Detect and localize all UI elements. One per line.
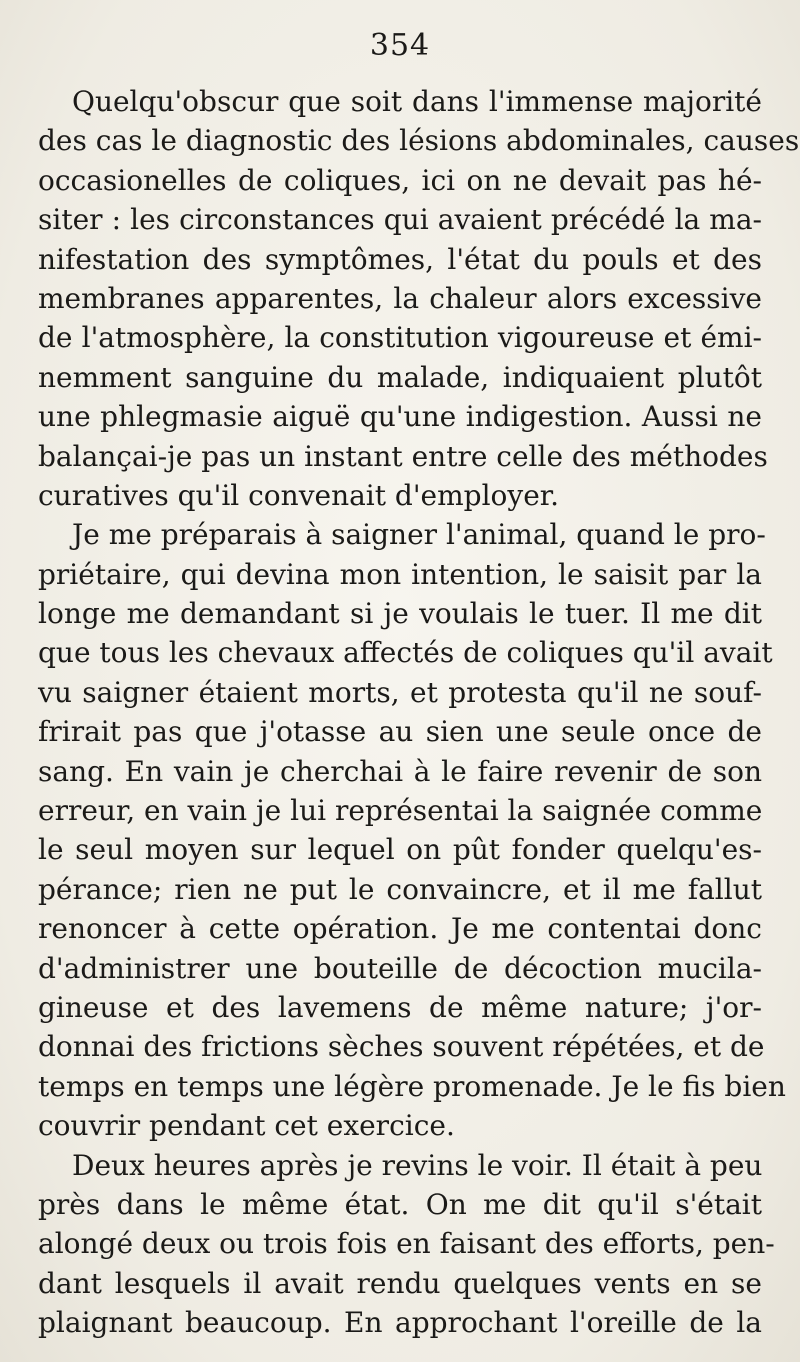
text-line: pérance; rien ne put le convaincre, et il me fallut bbox=[38, 872, 762, 906]
text-line: Quelqu'obscur que soit dans l'immense majorité bbox=[72, 85, 762, 118]
text-line: couvrir pendant cet exercice. bbox=[38, 1109, 455, 1143]
text-line: près dans le même état. On me dit qu'il s'était bbox=[38, 1187, 762, 1221]
text-line: occasionelles de coliques, ici on ne devait pas hé- bbox=[38, 163, 762, 197]
text-line: Deux heures après je revins le voir. Il était à peu bbox=[72, 1148, 763, 1182]
text-line: d'administrer une bouteille de décoction mucila- bbox=[38, 951, 762, 985]
text-line: de l'atmosphère, la constitution vigoureuse et émi- bbox=[38, 321, 762, 355]
text-line: temps en temps une légère promenade. Je le fis bien bbox=[38, 1069, 786, 1103]
text-line: erreur, en vain je lui représentai la saignée comme bbox=[38, 794, 763, 828]
text-line: dant lesquels il avait rendu quelques vents en se bbox=[38, 1266, 762, 1300]
text-line: curatives qu'il convenait d'employer. bbox=[38, 478, 559, 512]
text-line: que tous les chevaux affectés de coliques qu'il avait bbox=[38, 636, 773, 670]
text-line: vu saigner étaient morts, et protesta qu'il ne souf- bbox=[38, 675, 762, 709]
text-line: une phlegmasie aiguë qu'une indigestion. Aussi ne bbox=[38, 400, 762, 434]
text-line: donnai des frictions sèches souvent répétées, et de bbox=[38, 1030, 765, 1064]
text-line: des cas le diagnostic des lésions abdominales, causes bbox=[38, 124, 800, 158]
text-line: Je me préparais à saigner l'animal, quand le pro- bbox=[72, 518, 766, 552]
text-line: nemment sanguine du malade, indiquaient plutôt bbox=[38, 360, 762, 394]
text-line: nifestation des symptômes, l'état du pouls et des bbox=[38, 242, 762, 276]
text-line: frirait pas que j'otasse au sien une seule once de bbox=[38, 715, 762, 749]
text-line: siter : les circonstances qui avaient précédé la ma- bbox=[38, 203, 762, 237]
body-text bbox=[38, 82, 800, 1343]
text-line: priétaire, qui devina mon intention, le saisit par la bbox=[38, 557, 762, 591]
page-number: 354 bbox=[369, 28, 431, 63]
text-line: sang. En vain je cherchai à le faire revenir de son bbox=[38, 754, 762, 788]
text-line: gineuse et des lavemens de même nature; j'or- bbox=[38, 990, 762, 1024]
text-line: longe me demandant si je voulais le tuer. Il me dit bbox=[38, 597, 762, 631]
text-line: le seul moyen sur lequel on pût fonder quelqu'es- bbox=[38, 833, 762, 867]
text-line: plaignant beaucoup. En approchant l'oreille de la bbox=[38, 1306, 762, 1340]
text-line: membranes apparentes, la chaleur alors excessive bbox=[38, 281, 762, 315]
text-line: alongé deux ou trois fois en faisant des efforts, pen- bbox=[38, 1227, 775, 1261]
text-line: balançai-je pas un instant entre celle des méthodes bbox=[38, 439, 768, 473]
text-line: renoncer à cette opération. Je me contentai donc bbox=[38, 912, 762, 946]
